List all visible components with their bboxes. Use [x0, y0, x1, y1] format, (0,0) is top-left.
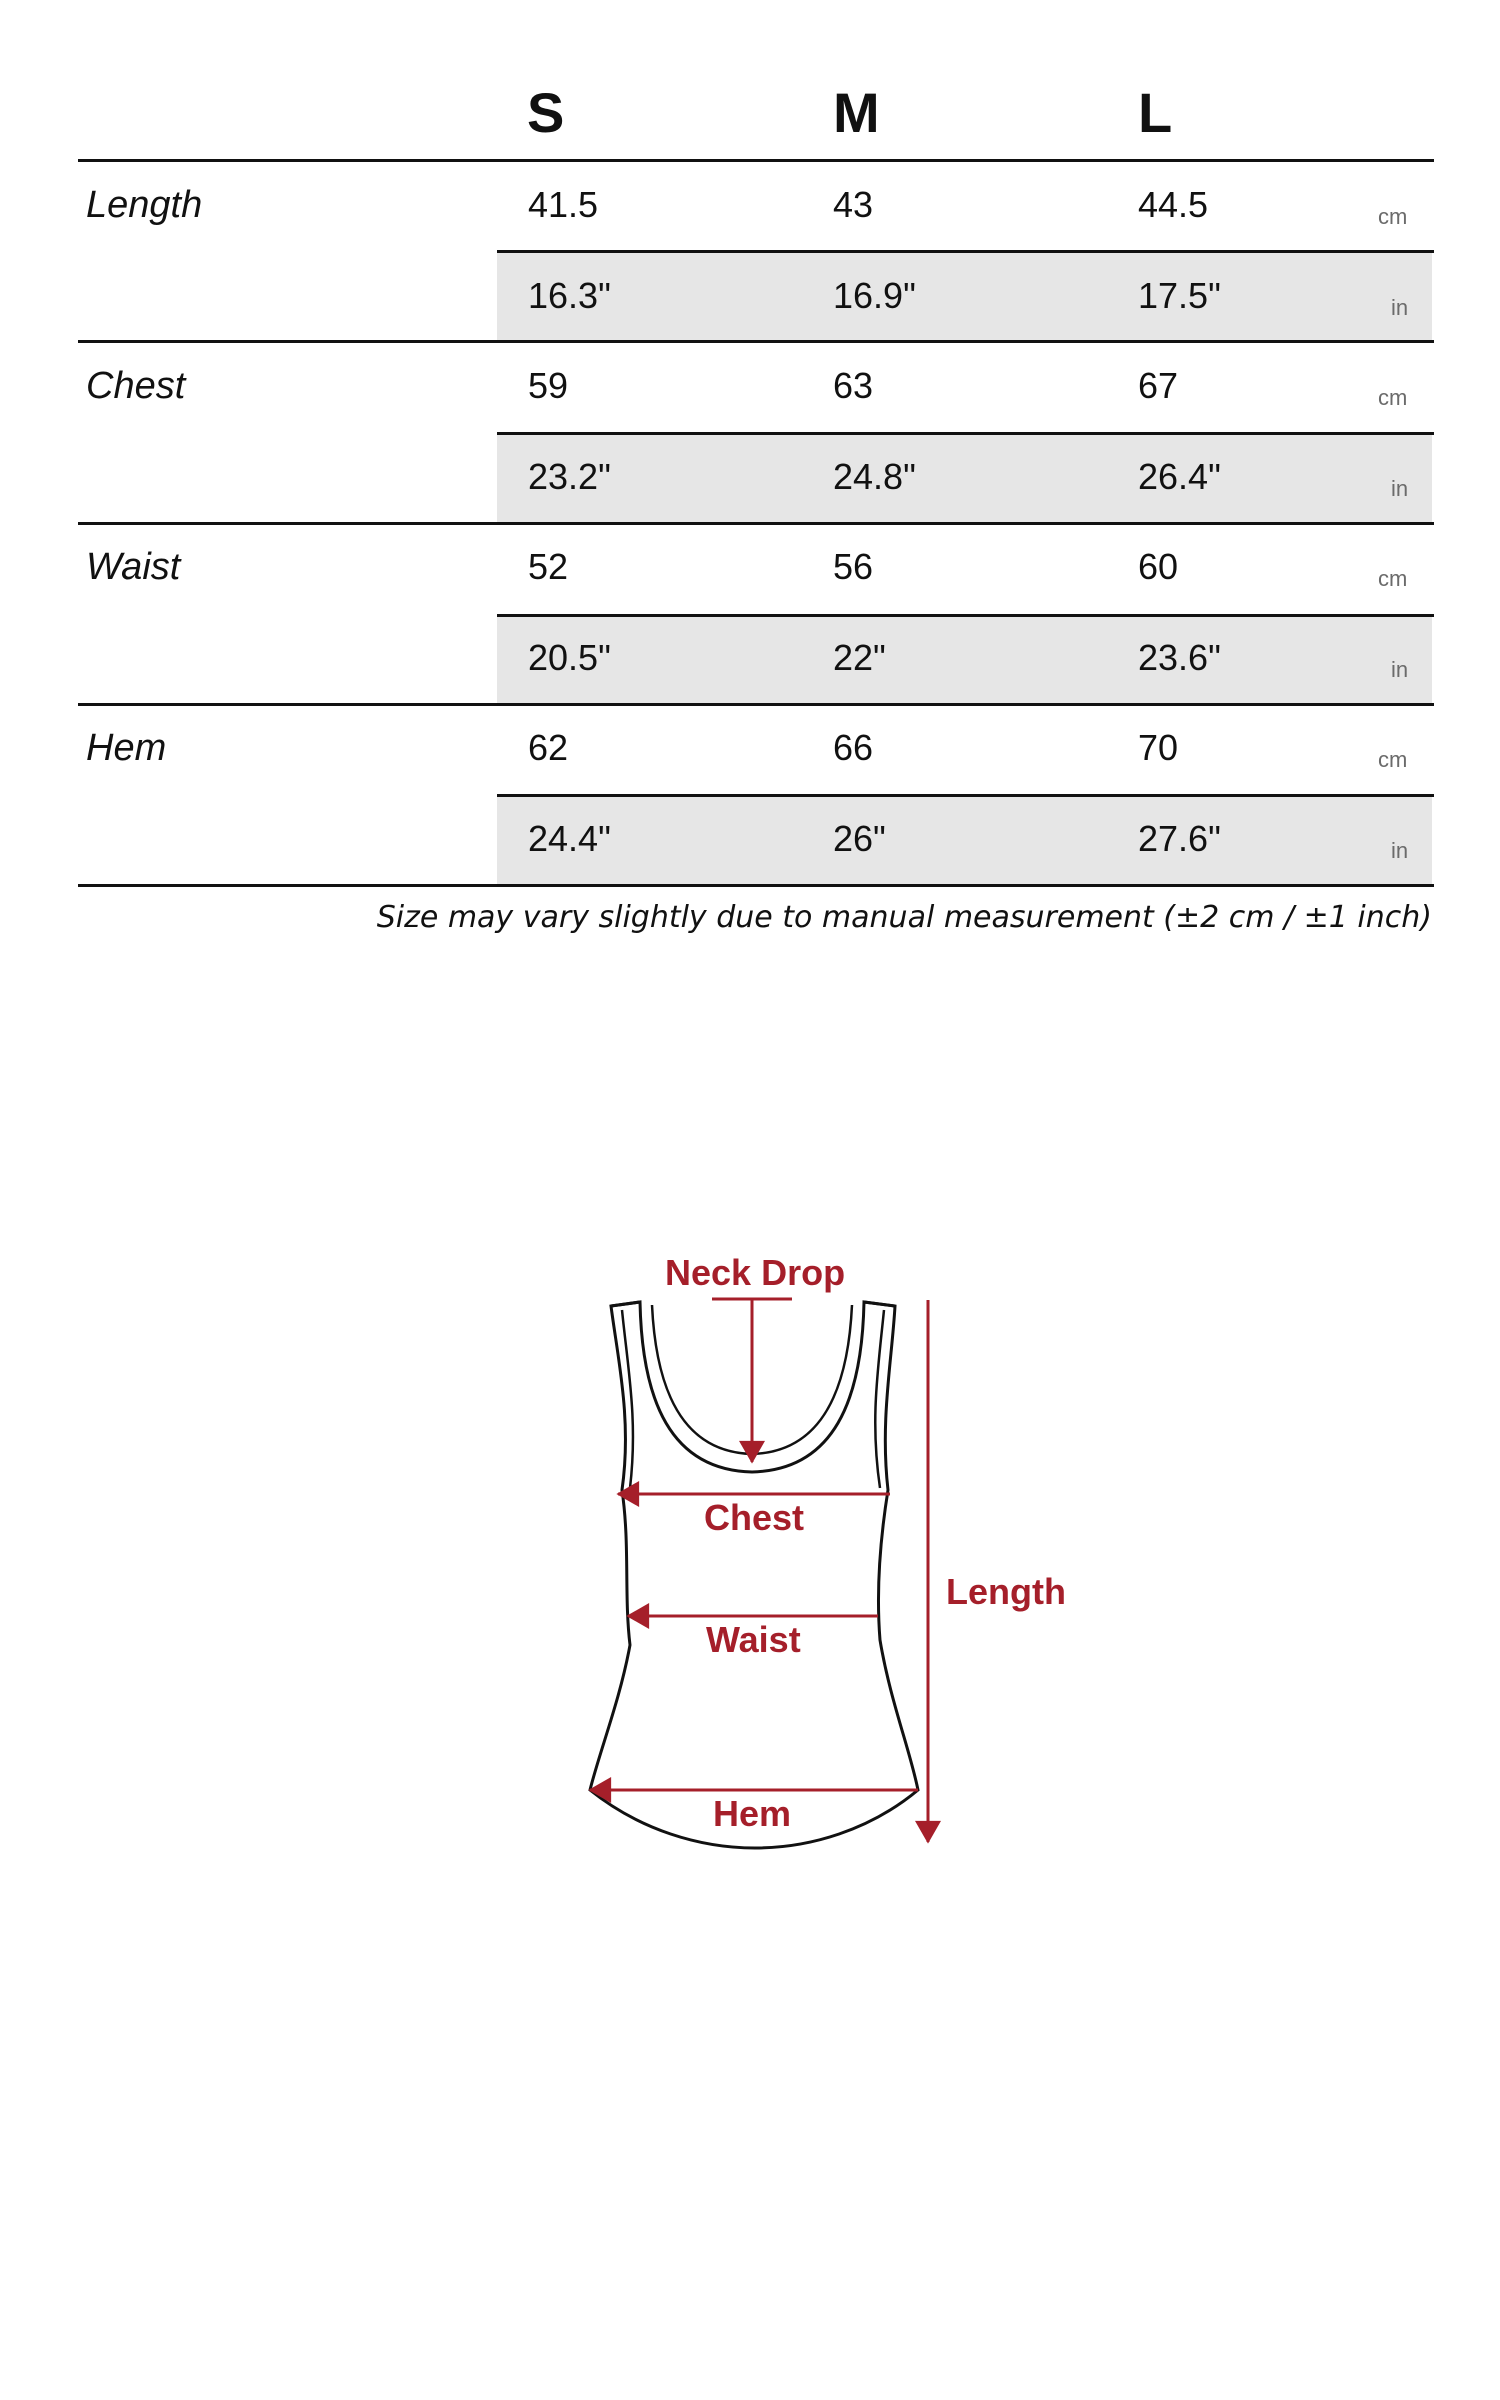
unit-cm: cm: [1378, 204, 1408, 229]
cell-hem-in-m: 26": [833, 818, 886, 859]
header-rule: [78, 159, 1434, 162]
label-waist: Waist: [706, 1619, 801, 1660]
cell-chest-cm-m: 63: [833, 365, 874, 406]
cell-chest-in-l: 26.4": [1138, 456, 1221, 497]
cell-waist-cm-m: 56: [833, 546, 874, 587]
cell-hem-cm-l: 70: [1138, 727, 1179, 768]
unit-cm: cm: [1378, 566, 1408, 591]
measurement-label-length: Length: [86, 184, 203, 226]
measurement-label-chest: Chest: [86, 365, 186, 407]
cell-length-cm-m: 43: [833, 184, 874, 225]
row-divider: [497, 250, 1434, 253]
size-header-m: M: [833, 81, 880, 144]
cell-hem-cm-m: 66: [833, 727, 874, 768]
row-divider: [497, 432, 1434, 435]
bottom-rule: [78, 884, 1434, 887]
cell-length-cm-l: 44.5: [1138, 184, 1209, 225]
label-chest: Chest: [704, 1497, 805, 1538]
cell-hem-in-l: 27.6": [1138, 818, 1221, 859]
label-length: Length: [946, 1571, 1066, 1612]
group-rule: [78, 522, 1434, 525]
cell-waist-in-s: 20.5": [528, 637, 611, 678]
row-divider: [497, 794, 1434, 797]
cell-waist-cm-s: 52: [528, 546, 569, 587]
unit-in: in: [1391, 295, 1409, 320]
cell-chest-cm-l: 67: [1138, 365, 1179, 406]
size-header-l: L: [1138, 81, 1173, 144]
row-divider: [497, 614, 1434, 617]
unit-in: in: [1391, 657, 1409, 682]
unit-in: in: [1391, 476, 1409, 501]
measurement-note: Size may vary slightly due to manual measurement (±2 cm / ±1 inch): [376, 900, 1432, 935]
size-header-s: S: [527, 81, 565, 144]
cell-chest-in-m: 24.8": [833, 456, 916, 497]
shaded-row-waist-in: [497, 616, 1432, 704]
shaded-row-chest-in: [497, 434, 1432, 522]
label-hem: Hem: [713, 1793, 792, 1834]
unit-in: in: [1391, 838, 1409, 863]
size-chart-table: [0, 0, 1500, 980]
cell-waist-cm-l: 60: [1138, 546, 1179, 587]
garment-diagram: [0, 1200, 1500, 1900]
cell-length-cm-s: 41.5: [528, 184, 599, 225]
group-rule: [78, 703, 1434, 706]
cell-length-in-m: 16.9": [833, 275, 916, 316]
cell-waist-in-m: 22": [833, 637, 886, 678]
shaded-row-hem-in: [497, 797, 1432, 885]
cell-waist-in-l: 23.6": [1138, 637, 1221, 678]
cell-chest-in-s: 23.2": [528, 456, 611, 497]
garment-outline: [590, 1302, 918, 1848]
shaded-row-length-in: [497, 252, 1432, 340]
label-neck-drop: Neck Drop: [665, 1252, 846, 1293]
group-rule: [78, 340, 1434, 343]
cell-length-in-s: 16.3": [528, 275, 611, 316]
measurement-label-hem: Hem: [86, 727, 167, 769]
unit-cm: cm: [1378, 385, 1408, 410]
cell-hem-in-s: 24.4": [528, 818, 611, 859]
measurement-label-waist: Waist: [86, 546, 181, 588]
cell-length-in-l: 17.5": [1138, 275, 1221, 316]
cell-hem-cm-s: 62: [528, 727, 569, 768]
cell-chest-cm-s: 59: [528, 365, 569, 406]
unit-cm: cm: [1378, 747, 1408, 772]
